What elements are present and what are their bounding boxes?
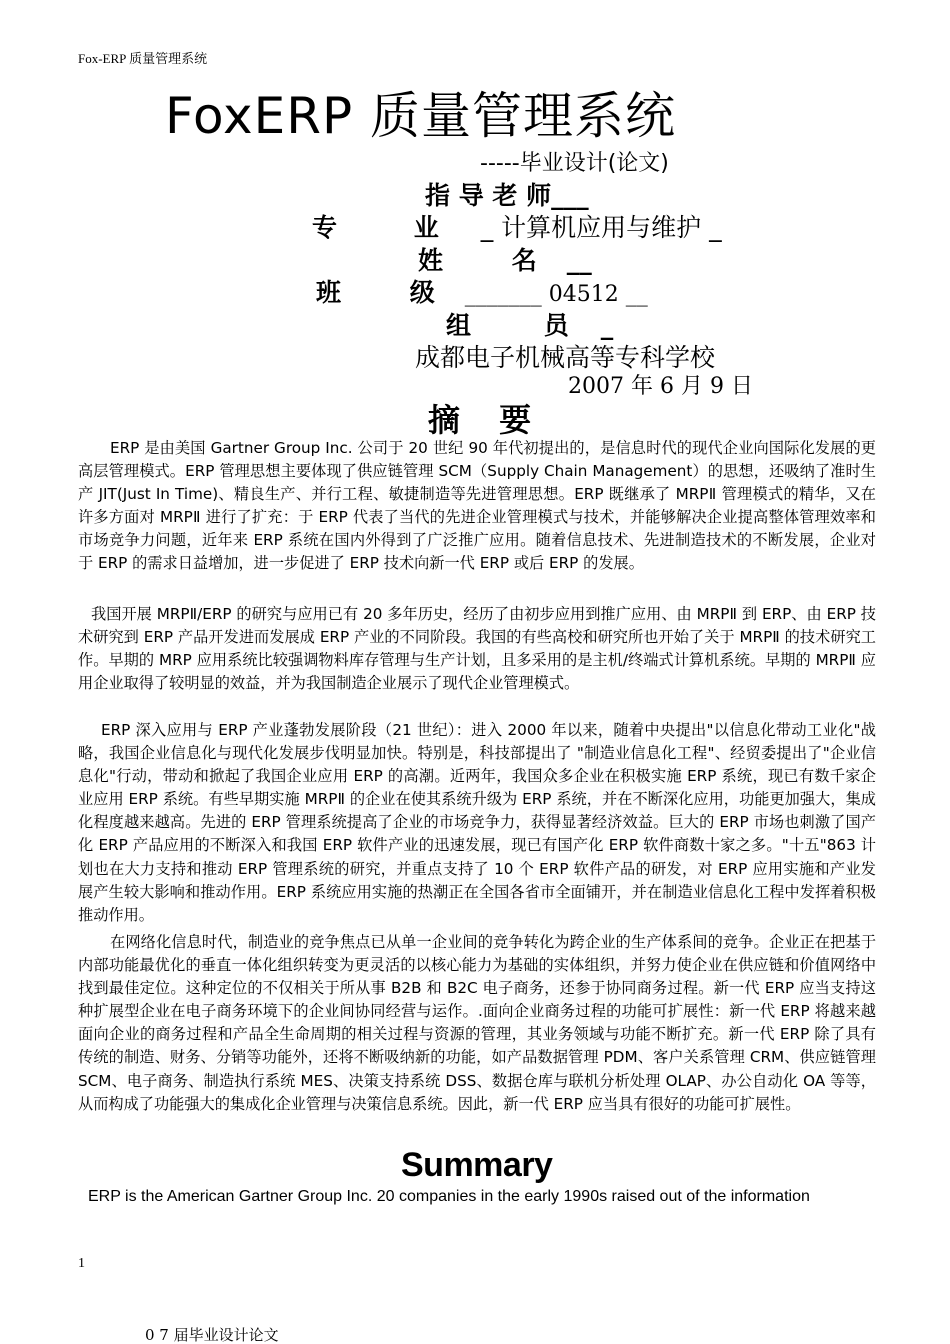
name-value: __ xyxy=(566,246,592,275)
advisor-value: ___ xyxy=(551,181,589,210)
school-name: 成都电子机械高等专科学校 xyxy=(415,343,716,372)
document-date: 2007 年 6 月 9 日 xyxy=(568,374,753,399)
class-label: 班 级 xyxy=(316,278,465,307)
major-label: 专 业 xyxy=(312,213,473,242)
abstract-paragraph-3: ERP 深入应用与 ERP 产业蓬勃发展阶段（21 世纪）：进入 2000 年以来，随着中央提出"以信息化带动工业化"战略，我国企业信息化与现代化发展步伐明显加快。特别是，科技部提出了 "制造业信息化工程"、经贸委提出了"企业信息化"行动，带动和掀起了我国企业应用 ERP 的高潮。近两年，我国众多企业在积极实施 ERP 系统，现已有数千家企业应用 ERP 系统。有些早期实施 MRPⅡ 的企业在使其系统升级为 ERP 系统，并在不断深化应用，功能更加强大，集成化程度越来越高。先进的 ERP 管理系统提高了企业的市场竞争力，获得显著经济效益。巨大的 ERP 市场也刺激了国产化 ERP 产品应用的不断深入和我国 ERP 软件产业的迅速发展，现已有国产化 ERP 软件商数十家之多。"十五"863 计划也在大力支持和推动 ERP 管理系统的研究，并重点支持了 10 个 ERP 软件产品的研发，对 ERP 应用实施和产业发展产生较大影响和推动作用。ERP 系统应用实施的热潮正在全国各省市全面铺开，并在制造业信息化工程中发挥着积极推动作用。 xyxy=(78,721,876,924)
name-row xyxy=(418,241,592,277)
major-row xyxy=(312,208,722,244)
abstract-paragraph-4: 在网络化信息时代，制造业的竞争焦点已从单一企业间的竞争转化为跨企业的生产体系间的竞争。企业正在把基于内部功能最优化的垂直一体化组织转变为更灵活的以核心能力为基础的实体组织，并努力使企业在供应链和价值网络中找到最佳定位。这种定位的不仅相关于所从事 B2B 和 B2C 电子商务，还参于协同商务过程。新一代 ERP 应当支持这种扩展型企业在电子商务环境下的企业间协同经营与运作。.面向企业商务过程的功能可扩展性：新一代 ERP 将越来越面向企业的商务过程和产品全生命周期的相关过程与资源的管理，其业务领域与功能不断扩充。新一代 ERP 除了具有传统的制造、财务、分销等功能外，还将不断吸纳新的功能，如产品数据管理 PDM、客户关系管理 CRM、供应链管理 SCM、电子商务、制造执行系统 MES、决策支持系统 DSS、数据仓库与联机分析处理 OLAP、办公自动化 OA 等等，从而构成了功能强大的集成化企业管理与决策信息系统。因此，新一代 ERP 应当具有很好的功能可扩展性。 xyxy=(78,933,876,1113)
page-header: Fox-ERP 质量管理系统 xyxy=(78,51,208,66)
page-footer: 0 7 届毕业设计论文 xyxy=(145,1326,279,1344)
advisor-label: 指 导 老 师 xyxy=(425,181,552,210)
document-title: FoxERP 质量管理系统 xyxy=(165,87,676,145)
name-label: 姓 名 xyxy=(418,246,567,275)
class-row xyxy=(316,273,648,309)
abstract-heading: 摘 要 xyxy=(428,401,546,439)
abstract-paragraph-2: 我国开展 MRPⅡ/ERP 的研究与应用已有 20 多年历史，经历了由初步应用到推广应用、由 MRPⅡ 到 ERP、由 ERP 技术研究到 ERP 产品开发进而发展成 ERP 产业的不同阶段。我国的有些高校和研究所也开始了关于 MRPⅡ 的技术研究工作。早期的 MRP 应用系统比较强调物料库存管理与生产计划，且多采用的是主机/终端式计算机系统。早期的 MRPⅡ 应用企业取得了较明显的效益，并为我国制造企业展示了现代企业管理模式。 xyxy=(78,605,876,693)
major-value: _ 计算机应用与维护 _ xyxy=(480,213,722,242)
group-row xyxy=(446,306,613,342)
abstract-paragraph-1: ERP 是由美国 Gartner Group Inc. 公司于 20 世纪 90 年代初提出的，是信息时代的现代企业向国际化发展的更高层管理模式。ERP 管理思想主要体现了供应链管理 SCM（Supply Chain Management）的思想，还吸纳了准时生产 JIT(Just In Time)、精良生产、并行工程、敏捷制造等先进管理思想。ERP 既继承了 MRPⅡ 管理模式的精华，又在许多方面对 MRPⅡ 进行了扩充：于 ERP 代表了当代的先进企业管理模式与技术，并能够解决企业提高整体管理效率和市场竞争力问题，近年来 ERP 系统在国内外得到了广泛推广应用。随着信息技术、先进制造技术的不断发展，企业对于 ERP 的需求日益增加，进一步促进了 ERP 技术向新一代 ERP 或后 ERP 的发展。 xyxy=(78,439,876,573)
summary-heading: Summary xyxy=(401,1146,553,1184)
group-value: _ xyxy=(600,311,614,340)
summary-first-line: ERP is the American Gartner Group Inc. 20 companies in the early 1990s raised out of the information xyxy=(88,1188,810,1205)
page-number: 1 xyxy=(78,1256,85,1271)
advisor-row xyxy=(425,176,589,212)
class-value: _______ 04512 __ xyxy=(464,282,648,307)
document-subtitle: -----毕业设计(论文) xyxy=(480,151,669,176)
group-label: 组 员 xyxy=(446,311,601,340)
